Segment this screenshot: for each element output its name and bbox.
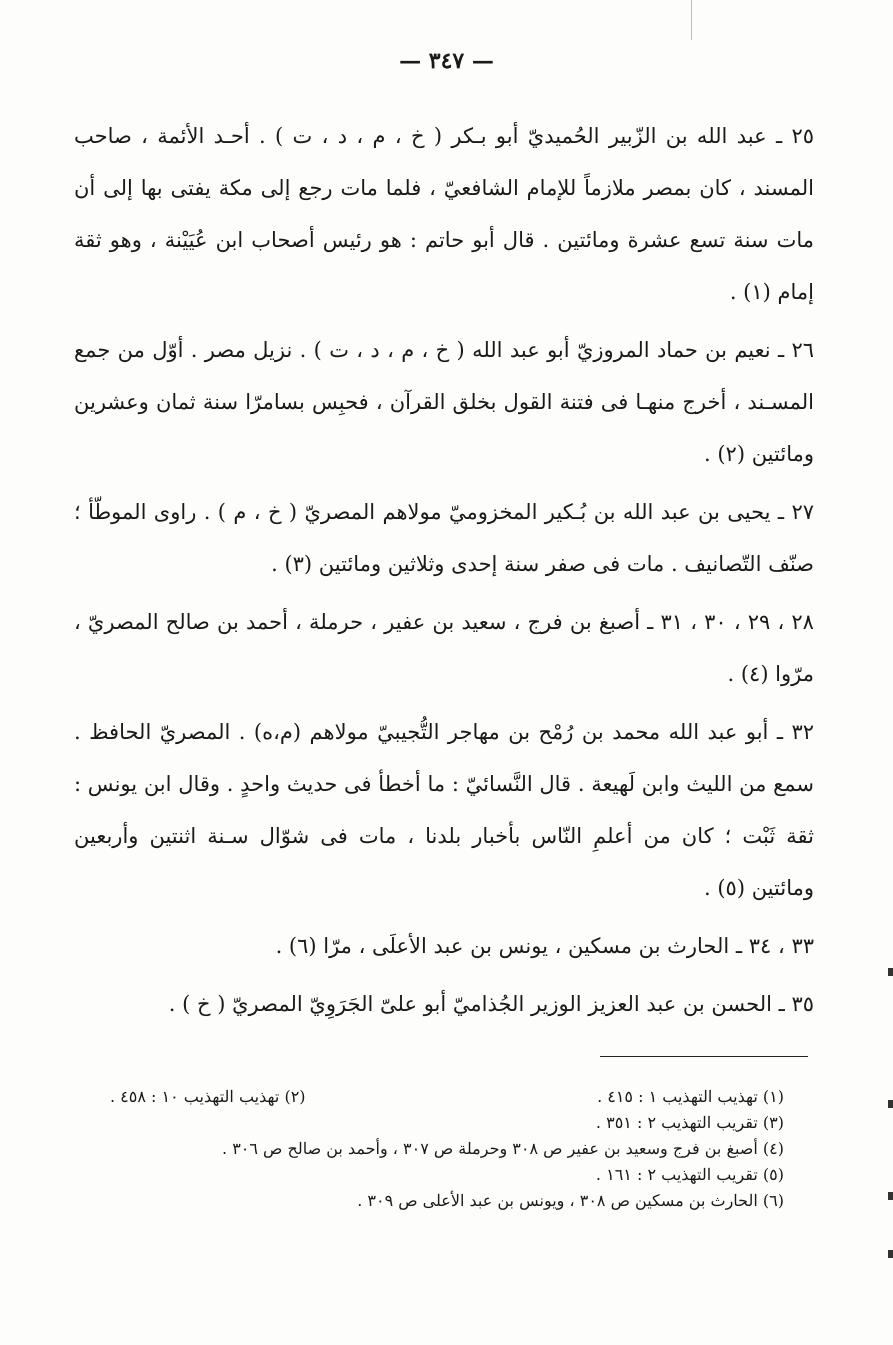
scan-edge-mark xyxy=(888,968,893,976)
entry-35: ٣٥ ـ الحسن بن عبد العزيز الوزير الجُذاميّ أبو علىّ الجَرَوِيّ المصريّ ( خ ) . xyxy=(168,992,814,1016)
entry-28-31: ٢٨ ، ٢٩ ، ٣٠ ، ٣١ ـ أصبغ بن فرج ، سعيد بن عفير ، حرملة ، أحمد بن صالح المصريّ ، مرّوا (٤) . xyxy=(74,610,814,686)
scan-edge-mark xyxy=(888,1100,893,1108)
footnotes xyxy=(110,1084,784,1214)
entry-33-34: ٣٣ ، ٣٤ ـ الحارث بن مسكين ، يونس بن عبد الأعلَى ، مرّا (٦) . xyxy=(275,934,814,958)
entry-32: ٣٢ ـ أبو عبد الله محمد بن رُمْح بن مهاجر التُّجيبيّ مولاهم (م،ه) . المصريّ الحافظ . سمع من الليث وابن لَهيعة . قال النَّسائيّ : ما أخطأ فى حديث واحدٍ . وقال ابن يونس : ثقة ثَبْت ؛ كان من أعلمِ النّاس بأخبار بلدنا ، مات فى شوّال سـنة اثنتين وأربعين ومائتين (٥) . xyxy=(74,720,814,900)
page-number: — ٣٤٧ — xyxy=(399,48,494,74)
entry-26: ٢٦ ـ نعيم بن حماد المروزيّ أبو عبد الله ( خ ، م ، د ، ت ) . نزيل مصر . أوّل من جمع المسـند ، أخرج منهـا فى فتنة القول بخلق القرآن ، فحبِس بسامرّا سنة ثمان وعشرين ومائتين (٢) . xyxy=(74,338,814,466)
scan-edge-mark xyxy=(888,1192,893,1200)
footnote-3: (٣) تقريب التهذيب ٢ : ٣٥١ . xyxy=(595,1113,784,1132)
footnote-2: (٢) تهذيب التهذيب ١٠ : ٤٥٨ . xyxy=(110,1087,306,1106)
entry-27: ٢٧ ـ يحيى بن عبد الله بن بُـكير المخزوميّ مولاهم المصريّ ( خ ، م ) . راوى الموطّأ ؛ صنّف التّصانيف . مات فى صفر سنة إحدى وثلاثين ومائتين (٣) . xyxy=(74,500,814,576)
main-text xyxy=(74,110,814,1036)
footnote-6: (٦) الحارث بن مسكين ص ٣٠٨ ، ويونس بن عبد الأعلى ص ٣٠٩ . xyxy=(357,1191,784,1210)
footnote-divider xyxy=(600,1056,808,1057)
footnote-5: (٥) تقريب التهذيب ٢ : ١٦١ . xyxy=(595,1165,784,1184)
footnote-4: (٤) أصبغ بن فرج وسعيد بن عفير ص ٣٠٨ وحرملة ص ٣٠٧ ، وأحمد بن صالح ص ٣٠٦ . xyxy=(222,1139,784,1158)
scan-edge-mark xyxy=(888,1250,893,1258)
footnote-1: (١) تهذيب التهذيب ١ : ٤١٥ . xyxy=(597,1087,784,1106)
entry-25: ٢٥ ـ عبد الله بن الزّبير الحُميديّ أبو بـكر ( خ ، م ، د ، ت ) . أحـد الأئمة ، صاحب المسند ، كان بمصر ملازماً للإمام الشافعيّ ، فلما مات رجع إلى مكة يفتى بها إلى أن مات سنة تسع عشرة ومائتين . قال أبو حاتم : هو رئيس أصحاب ابن عُيَيْنة ، وهو ثقة إمام (١) . xyxy=(74,124,814,304)
scan-artifact-line xyxy=(691,0,692,40)
footnote-row-1-2 xyxy=(110,1084,784,1110)
